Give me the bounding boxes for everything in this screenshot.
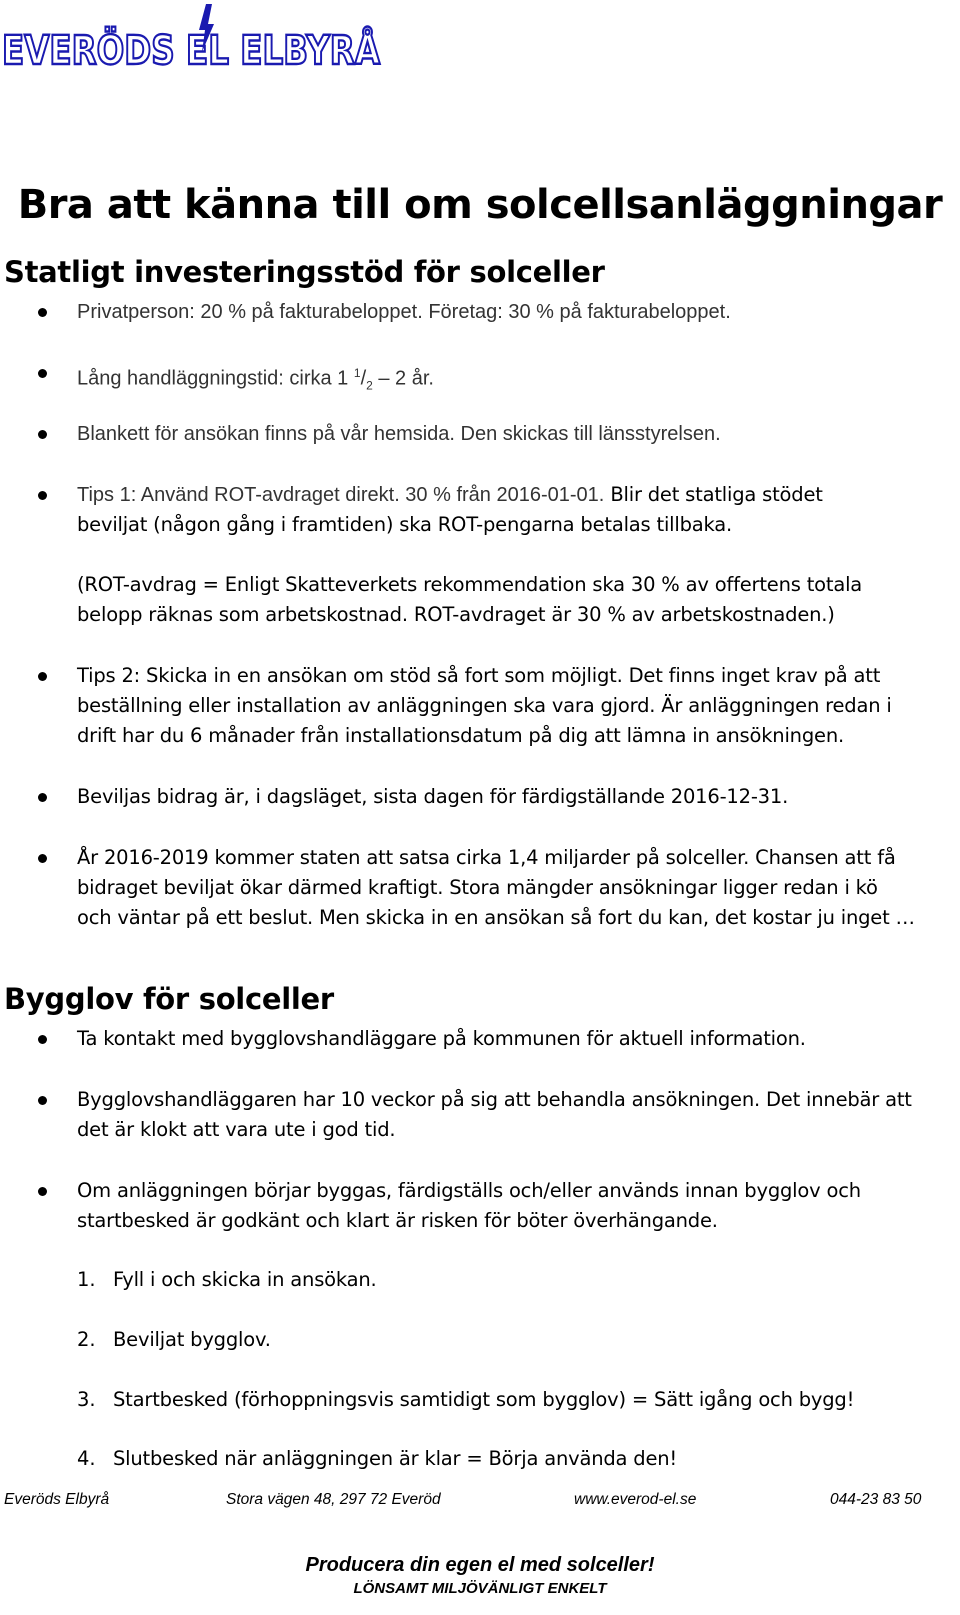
list-item: Blankett för ansökan finns på vår hemsida. Den skickas till länsstyrelsen. — [77, 423, 721, 445]
list-item: Privatperson: 20 % på fakturabeloppet. Företag: 30 % på fakturabeloppet. — [77, 301, 731, 323]
list-item-continuation: det är klokt att vara ute i god tid. — [77, 1118, 396, 1141]
rot-note-line: (ROT-avdrag = Enligt Skatteverkets rekommendation ska 30 % av offertens totala — [77, 573, 863, 596]
step-number: 3. — [77, 1388, 96, 1411]
list-item: Lång handläggningstid: cirka 1 $^1/_2 - 2$ år. — [77, 366, 434, 393]
list-item-continuation: startbesked är godkänt och klart är risken för böter överhängande. — [77, 1209, 718, 1232]
bullet-icon — [38, 672, 47, 681]
footer-website-link[interactable]: www.everod-el.se — [574, 1491, 697, 1508]
step-number: 4. — [77, 1447, 96, 1470]
step-text: Slutbesked när anläggningen är klar = Börja använda den! — [113, 1447, 678, 1470]
bullet-icon — [38, 1187, 47, 1196]
bullet-icon — [38, 491, 47, 500]
step-text: Beviljat bygglov. — [113, 1328, 271, 1351]
list-item-continuation: beviljat (någon gång i framtiden) ska ROT-pengarna betalas tillbaka. — [77, 513, 733, 536]
bullet-icon — [38, 793, 47, 802]
section-heading-investment-support: Statligt investeringsstöd för solceller — [4, 255, 605, 289]
list-item-continuation: drift har du 6 månader från installationsdatum på dig att lämna in ansökningen. — [77, 724, 844, 747]
svg-text:EVERÖDS EL ELBYRÅ: EVERÖDS EL ELBYRÅ — [2, 28, 467, 74]
bullet-icon — [38, 854, 47, 863]
bullet-icon — [38, 430, 47, 439]
step-text: Fyll i och skicka in ansökan. — [113, 1268, 377, 1291]
tagline: LÖNSAMT MILJÖVÄNLIGT ENKELT — [353, 1580, 607, 1597]
list-item: Beviljas bidrag är, i dagsläget, sista dagen för färdigställande 2016-12-31. — [77, 785, 789, 808]
step-text: Startbesked (förhoppningsvis samtidigt som bygglov) = Sätt igång och bygg! — [113, 1388, 855, 1411]
footer-address: Stora vägen 48, 297 72 Everöd — [226, 1491, 441, 1508]
list-item-continuation: och väntar på ett beslut. Men skicka in en ansökan så fort du kan, det kostar ju inget … — [77, 906, 915, 929]
section-heading-building-permit: Bygglov för solceller — [4, 982, 334, 1016]
list-item: Tips 1: Använd ROT-avdraget direkt. 30 % från 2016-01-01. Blir det statliga stödet — [77, 483, 823, 506]
slogan: Producera din egen el med solceller! — [305, 1554, 655, 1576]
list-item-continuation: bidraget beviljat ökar därmed kraftigt. Stora mängder ansökningar ligger redan i kö — [77, 876, 878, 899]
bullet-icon — [38, 1035, 47, 1044]
footer-phone: 044-23 83 50 — [830, 1491, 922, 1508]
list-item: Tips 2: Skicka in en ansökan om stöd så fort som möjligt. Det finns inget krav på att — [77, 664, 881, 687]
footer-company: Everöds Elbyrå — [4, 1491, 110, 1508]
bullet-icon — [38, 369, 47, 378]
step-number: 1. — [77, 1268, 96, 1291]
list-item: Om anläggningen börjar byggas, färdigställs och/eller används innan bygglov och — [77, 1179, 861, 1202]
bullet-icon — [38, 1096, 47, 1105]
company-logo — [0, 0, 467, 74]
bullet-icon — [38, 308, 47, 317]
rot-note-line: belopp räknas som arbetskostnad. ROT-avdraget är 30 % av arbetskostnaden.) — [77, 603, 835, 626]
step-number: 2. — [77, 1328, 96, 1351]
list-item: Ta kontakt med bygglovshandläggare på kommunen för aktuell information. — [77, 1027, 806, 1050]
list-item-continuation: beställning eller installation av anläggningen ska vara gjord. Är anläggningen redan i — [77, 694, 892, 717]
list-item: Bygglovshandläggaren har 10 veckor på sig att behandla ansökningen. Det innebär att — [77, 1088, 912, 1111]
list-item: År 2016-2019 kommer staten att satsa cirka 1,4 miljarder på solceller. Chansen att få — [77, 846, 896, 869]
page-title: Bra att känna till om solcellsanläggningar — [17, 182, 943, 228]
